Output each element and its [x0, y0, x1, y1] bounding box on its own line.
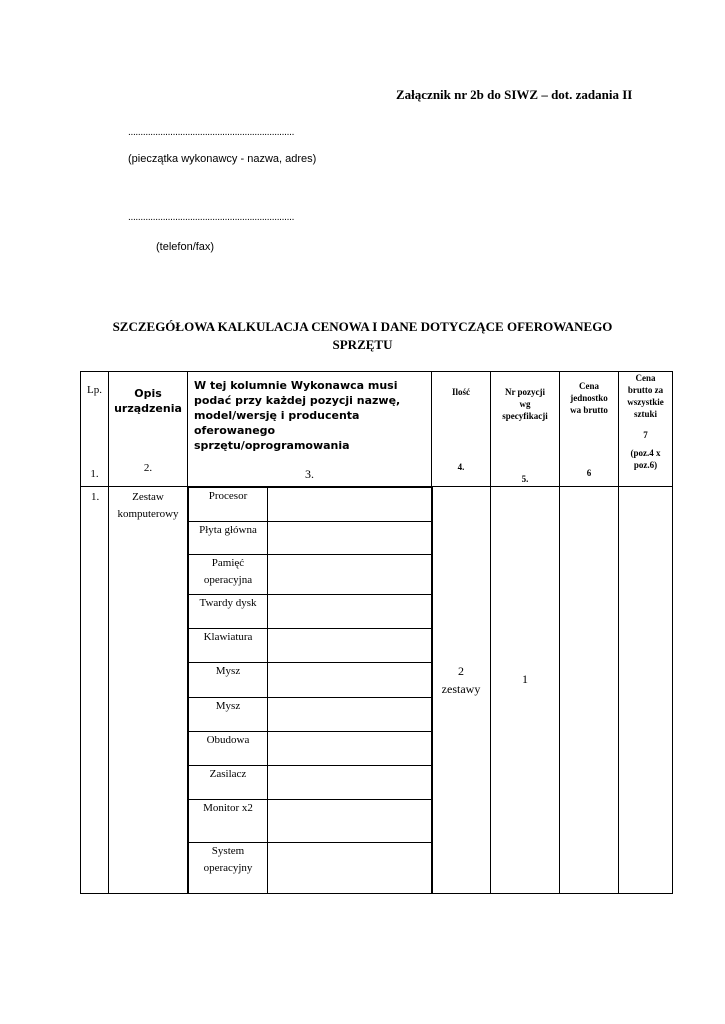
row-name-line-1: Zestaw	[132, 491, 164, 503]
header-cenaw-label: Cena brutto za wszystkie sztuki 7 (poz.4 x poz.6)	[627, 373, 664, 470]
component-label: Zasilacz	[189, 766, 268, 800]
quantity-value: 2	[458, 664, 464, 678]
header-cena-number: 6	[586, 468, 592, 478]
header-lp	[81, 372, 109, 487]
stamp-caption: (pieczątka wykonawcy - nazwa, adres)	[128, 153, 317, 165]
row-lp: 1.	[81, 487, 109, 894]
header-col3	[188, 372, 432, 487]
component-label: Obudowa	[189, 732, 268, 766]
quantity-unit: zestawy	[441, 682, 481, 696]
header-ilosc	[432, 372, 491, 487]
component-label: Monitor x2	[189, 800, 268, 843]
header-lp-label: Lp.	[87, 384, 102, 396]
row-spec-nr	[491, 487, 560, 894]
total-price-field[interactable]	[619, 487, 673, 894]
document-title	[60, 318, 665, 354]
component-value-field[interactable]	[268, 522, 433, 555]
component-value-field[interactable]	[268, 595, 433, 629]
header-nr-number: 5.	[521, 474, 529, 484]
table-row	[81, 487, 673, 894]
row-quantity	[432, 487, 491, 894]
row-name-line-2: komputerowy	[117, 508, 179, 520]
component-value-field[interactable]	[268, 800, 433, 843]
component-value-field[interactable]	[268, 629, 433, 663]
header-lp-number: 1.	[90, 468, 99, 480]
component-value-field[interactable]	[268, 732, 433, 766]
component-label: Mysz	[189, 663, 268, 698]
header-ilosc-number: 4.	[457, 462, 465, 472]
header-opis	[109, 372, 188, 487]
title-line-1: SZCZEGÓŁOWA KALKULACJA CENOWA I DANE DOTYCZĄCE OFEROWANEGO	[112, 319, 613, 334]
unit-price-field[interactable]	[560, 487, 619, 894]
attachment-label: Załącznik nr 2b do SIWZ – dot. zadania II	[396, 87, 633, 102]
stamp-dotted-line: ...................................................................	[128, 127, 295, 138]
header-cena-wszystkie	[619, 372, 673, 487]
header-row	[81, 372, 673, 487]
header-col3-number: 3.	[305, 467, 314, 481]
component-value-field[interactable]	[268, 766, 433, 800]
header-opis-number: 2.	[143, 462, 153, 474]
component-value-field[interactable]	[268, 555, 433, 595]
components-cell	[188, 487, 432, 894]
component-value-field[interactable]	[268, 663, 433, 698]
component-label: Płyta główna	[189, 522, 268, 555]
component-label: Mysz	[189, 698, 268, 732]
component-value-field[interactable]	[268, 488, 433, 522]
header-ilosc-label: Ilość	[452, 387, 470, 397]
header-col3-label: W tej kolumnie Wykonawca musi podać przy każdej pozycji nazwę, model/wersję i producenta oferowanego sprzętu/oprogramowania	[194, 379, 401, 452]
component-label: Twardy dysk	[189, 595, 268, 629]
header-cena-label: Cena jednostko wa brutto	[570, 381, 608, 415]
component-label: Procesor	[189, 488, 268, 522]
spec-nr-value: 1	[522, 672, 528, 686]
phone-dotted-line: ...................................................................	[128, 212, 295, 223]
header-nr-pozycji	[491, 372, 560, 487]
component-value-field[interactable]	[268, 843, 433, 893]
components-table	[188, 487, 433, 893]
phone-caption: (telefon/fax)	[156, 241, 215, 253]
calculation-table	[80, 371, 673, 894]
header-cena-jednostkowa	[560, 372, 619, 487]
title-line-2: SPRZĘTU	[332, 337, 393, 352]
component-label: Pamięć operacyjna	[189, 555, 268, 595]
header-opis-label: Opis urządzenia	[114, 387, 182, 415]
component-label: System operacyjny	[189, 843, 268, 893]
row-name	[109, 487, 188, 894]
header-nr-label: Nr pozycji wg specyfikacji	[502, 387, 548, 421]
component-value-field[interactable]	[268, 698, 433, 732]
component-label: Klawiatura	[189, 629, 268, 663]
